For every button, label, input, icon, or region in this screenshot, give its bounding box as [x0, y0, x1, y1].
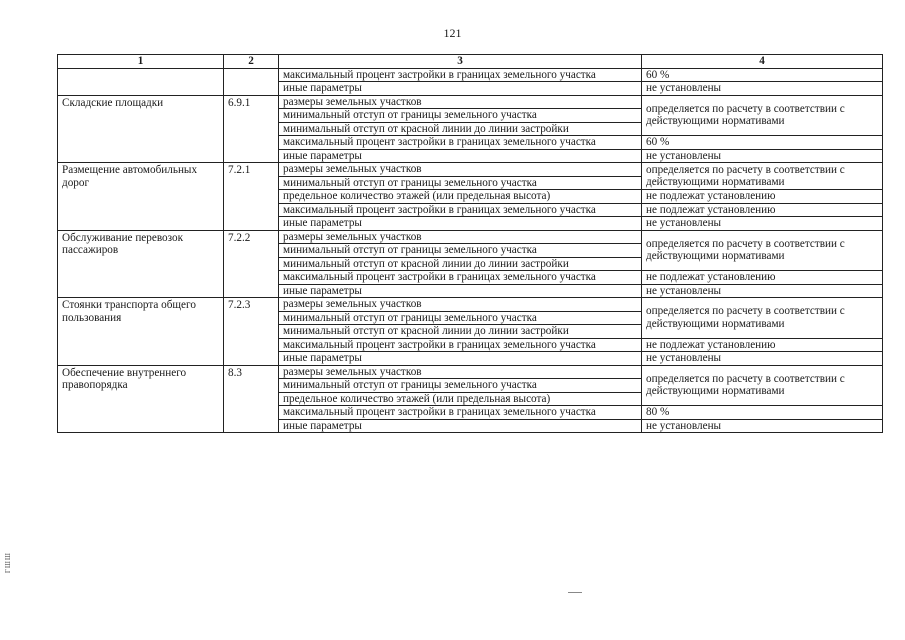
land-use-code: 7.2.2: [224, 230, 279, 298]
table-row: [58, 365, 883, 379]
parameter-name: минимальный отступ от красной линии до линии застройки: [279, 122, 642, 136]
parameter-name: размеры земельных участков: [279, 298, 642, 312]
parameter-value: определяется по расчету в соответствии с действующими нормативами: [642, 163, 883, 190]
parameter-name: иные параметры: [279, 352, 642, 366]
parameter-name: минимальный отступ от границы земельного участка: [279, 176, 642, 190]
parameter-value: не подлежат установлению: [642, 190, 883, 204]
parameter-value: не установлены: [642, 149, 883, 163]
footer-mark: [568, 592, 582, 593]
land-use-name: Стоянки транспорта общего пользования: [58, 298, 224, 366]
column-header-3: 3: [279, 55, 642, 69]
side-stamp: ГШШ: [4, 552, 12, 574]
parameter-value: не подлежат установлению: [642, 271, 883, 285]
parameter-name: минимальный отступ от красной линии до линии застройки: [279, 325, 642, 339]
parameter-value: не подлежат установлению: [642, 338, 883, 352]
column-header-4: 4: [642, 55, 883, 69]
regulations-table: [57, 54, 883, 433]
parameter-value: не установлены: [642, 217, 883, 231]
land-use-code: 8.3: [224, 365, 279, 433]
parameter-name: иные параметры: [279, 284, 642, 298]
parameter-name: минимальный отступ от границы земельного участка: [279, 311, 642, 325]
land-use-name: Обслуживание перевозок пассажиров: [58, 230, 224, 298]
table-row: [58, 163, 883, 177]
parameter-name: минимальный отступ от границы земельного участка: [279, 109, 642, 123]
parameter-name: максимальный процент застройки в границах земельного участка: [279, 136, 642, 150]
parameter-name: иные параметры: [279, 217, 642, 231]
parameter-name: максимальный процент застройки в границах земельного участка: [279, 406, 642, 420]
parameter-name: иные параметры: [279, 149, 642, 163]
parameter-value: не подлежат установлению: [642, 203, 883, 217]
table-row: [58, 298, 883, 312]
parameter-name: минимальный отступ от красной линии до линии застройки: [279, 257, 642, 271]
parameter-name: предельное количество этажей (или предельная высота): [279, 190, 642, 204]
parameter-value: определяется по расчету в соответствии с действующими нормативами: [642, 298, 883, 339]
table-row: [58, 68, 883, 82]
parameter-name: размеры земельных участков: [279, 95, 642, 109]
land-use-code: 7.2.3: [224, 298, 279, 366]
land-use-name: Складские площадки: [58, 95, 224, 163]
parameter-value: 60 %: [642, 136, 883, 150]
land-use-name: Размещение автомобильных дорог: [58, 163, 224, 231]
land-use-name: Обеспечение внутреннего правопорядка: [58, 365, 224, 433]
parameter-value: не установлены: [642, 284, 883, 298]
parameter-name: минимальный отступ от границы земельного участка: [279, 379, 642, 393]
table-header-row: [58, 55, 883, 69]
column-header-2: 2: [224, 55, 279, 69]
land-use-code: [224, 68, 279, 95]
parameter-name: минимальный отступ от границы земельного участка: [279, 244, 642, 258]
parameter-name: иные параметры: [279, 82, 642, 96]
parameter-value: 60 %: [642, 68, 883, 82]
land-use-code: 7.2.1: [224, 163, 279, 231]
parameter-value: определяется по расчету в соответствии с действующими нормативами: [642, 230, 883, 271]
column-header-1: 1: [58, 55, 224, 69]
parameter-value: не установлены: [642, 82, 883, 96]
table-row: [58, 95, 883, 109]
parameter-name: максимальный процент застройки в границах земельного участка: [279, 271, 642, 285]
parameter-value: не установлены: [642, 352, 883, 366]
parameter-name: максимальный процент застройки в границах земельного участка: [279, 68, 642, 82]
parameter-name: максимальный процент застройки в границах земельного участка: [279, 338, 642, 352]
parameter-name: иные параметры: [279, 419, 642, 433]
land-use-name: [58, 68, 224, 95]
parameter-value: 80 %: [642, 406, 883, 420]
parameter-value: не установлены: [642, 419, 883, 433]
parameter-name: размеры земельных участков: [279, 230, 642, 244]
parameter-value: определяется по расчету в соответствии с действующими нормативами: [642, 365, 883, 406]
parameter-name: размеры земельных участков: [279, 163, 642, 177]
page-number: 121: [443, 26, 462, 40]
parameter-name: максимальный процент застройки в границах земельного участка: [279, 203, 642, 217]
parameter-value: определяется по расчету в соответствии с действующими нормативами: [642, 95, 883, 136]
table-row: [58, 230, 883, 244]
land-use-code: 6.9.1: [224, 95, 279, 163]
parameter-name: предельное количество этажей (или предельная высота): [279, 392, 642, 406]
parameter-name: размеры земельных участков: [279, 365, 642, 379]
